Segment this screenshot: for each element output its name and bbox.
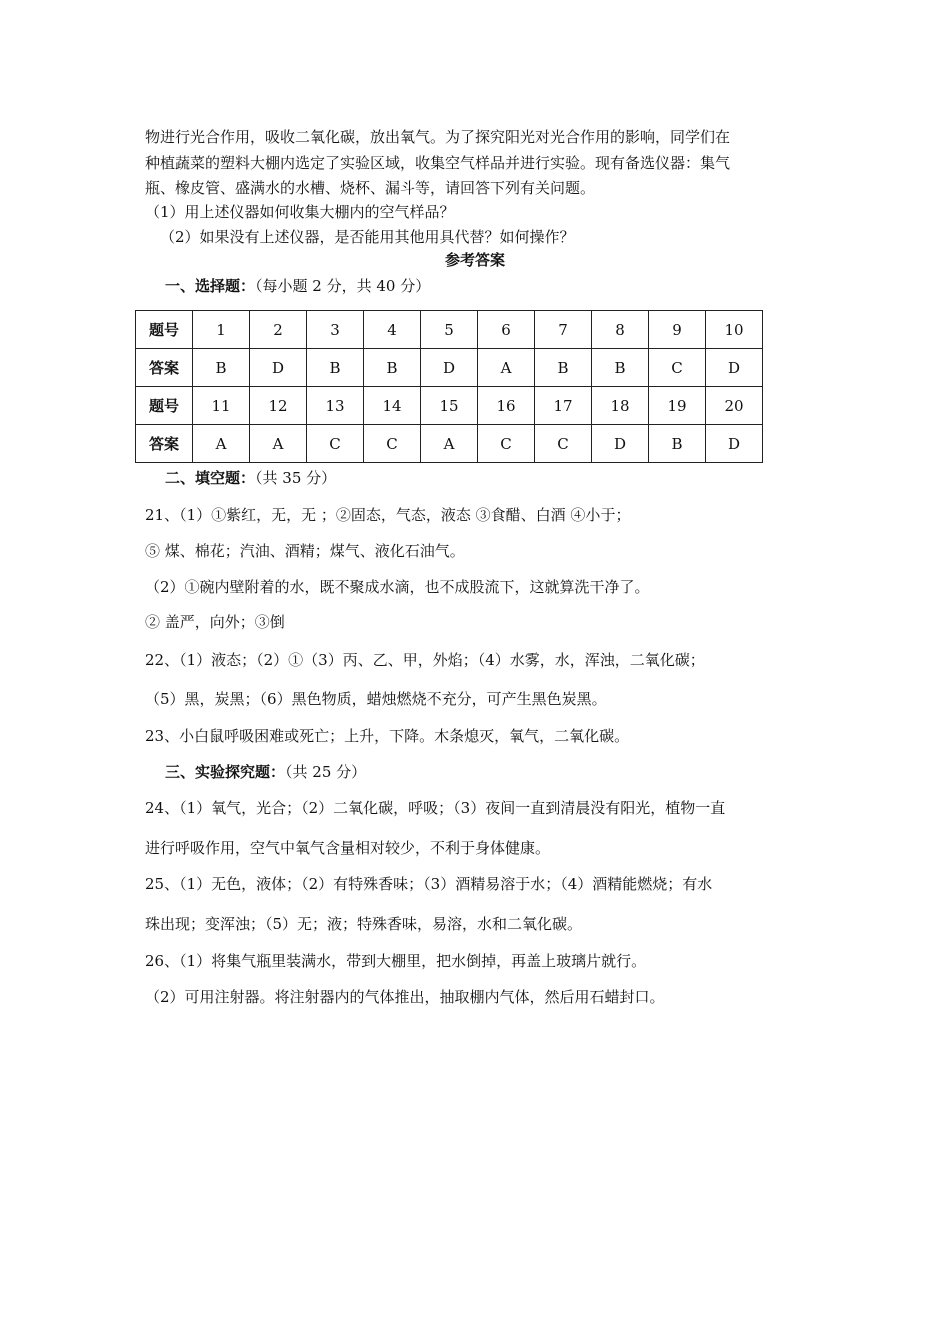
answer-title: 参考答案 (444, 251, 505, 269)
table-cell: B (193, 349, 250, 387)
q22-line-1: 22、（1）液态；（2）①（3）丙、乙、甲，外焰；（4）水雾，水，浑浊，二氧化碳； (145, 651, 705, 669)
q22-line-2: （5）黑，炭黑；（6）黑色物质，蜡烛燃烧不充分，可产生黑色炭黑。 (145, 690, 607, 708)
q23-line: 23、小白鼠呼吸困难或死亡；上升，下降。木条熄灭，氧气，二氧化碳。 (145, 727, 630, 745)
intro-question-1: （1）用上述仪器如何收集大棚内的空气样品？ (145, 203, 455, 221)
section-1-note: （每小题 2 分，共 40 分） (255, 277, 431, 295)
row-label: 题号 (136, 311, 193, 349)
section-2-note: （共 35 分） (255, 469, 337, 487)
table-row (136, 425, 763, 463)
table-cell: 17 (535, 387, 592, 425)
section-2-heading (165, 468, 336, 488)
table-row (136, 311, 763, 349)
table-cell: C (649, 349, 706, 387)
table-cell: 13 (307, 387, 364, 425)
table-cell: D (421, 349, 478, 387)
section-2-title: 二、填空题： (165, 469, 256, 487)
q25-line-1: 25、（1）无色，液体；（2）有特殊香味；（3）酒精易溶于水；（4）酒精能燃烧；有水 (145, 875, 713, 893)
table-cell: D (250, 349, 307, 387)
q21-line-3: （2）①碗内壁附着的水，既不聚成水滴，也不成股流下，这就算洗干净了。 (145, 578, 650, 596)
table-row (136, 349, 763, 387)
table-cell: C (307, 425, 364, 463)
table-cell: 7 (535, 311, 592, 349)
table-cell: B (649, 425, 706, 463)
table-cell: 5 (421, 311, 478, 349)
table-cell: D (706, 425, 763, 463)
q21-line-2: ⑤ 煤、棉花；汽油、酒精；煤气、液化石油气。 (145, 542, 465, 560)
table-cell: B (535, 349, 592, 387)
q26-line-1: 26、（1）将集气瓶里装满水，带到大棚里，把水倒掉，再盖上玻璃片就行。 (145, 952, 647, 970)
table-cell: D (706, 349, 763, 387)
table-cell: 20 (706, 387, 763, 425)
table-cell: D (592, 425, 649, 463)
row-label: 答案 (136, 349, 193, 387)
table-cell: 18 (592, 387, 649, 425)
q24-line-1: 24、（1）氧气，光合；（2）二氧化碳，呼吸；（3）夜间一直到清晨没有阳光，植物一直 (145, 799, 726, 817)
table-cell: 9 (649, 311, 706, 349)
q25-line-2: 珠出现；变浑浊；（5）无；液；特殊香味，易溶，水和二氧化碳。 (145, 915, 583, 933)
table-cell: C (364, 425, 421, 463)
row-label: 答案 (136, 425, 193, 463)
table-cell: 19 (649, 387, 706, 425)
table-cell: A (478, 349, 535, 387)
table-cell: C (478, 425, 535, 463)
table-cell: 11 (193, 387, 250, 425)
table-cell: 8 (592, 311, 649, 349)
table-cell: 6 (478, 311, 535, 349)
table-cell: 12 (250, 387, 307, 425)
q26-line-2: （2）可用注射器。将注射器内的气体推出，抽取棚内气体，然后用石蜡封口。 (145, 988, 665, 1006)
section-3-title: 三、实验探究题： (165, 763, 286, 781)
intro-line-2: 种植蔬菜的塑料大棚内选定了实验区域，收集空气样品并进行实验。现有备选仪器：集气 (145, 154, 731, 172)
table-cell: B (592, 349, 649, 387)
intro-line-3: 瓶、橡皮管、盛满水的水槽、烧杯、漏斗等，请回答下列有关问题。 (145, 179, 596, 197)
section-1-title: 一、选择题： (165, 277, 256, 295)
table-cell: 1 (193, 311, 250, 349)
table-cell: A (421, 425, 478, 463)
q24-line-2: 进行呼吸作用，空气中氧气含量相对较少，不利于身体健康。 (145, 839, 551, 857)
table-cell: 15 (421, 387, 478, 425)
row-label: 题号 (136, 387, 193, 425)
table-cell: 2 (250, 311, 307, 349)
table-cell: B (364, 349, 421, 387)
table-cell: B (307, 349, 364, 387)
table-cell: 3 (307, 311, 364, 349)
q21-line-1: 21、（1）①紫红，无，无 ；②固态，气态，液态 ③食醋、白酒 ④小于； (145, 506, 631, 524)
table-cell: A (250, 425, 307, 463)
table-cell: 4 (364, 311, 421, 349)
table-cell: 16 (478, 387, 535, 425)
table-cell: C (535, 425, 592, 463)
intro-line-1: 物进行光合作用，吸收二氧化碳，放出氧气。为了探究阳光对光合作用的影响，同学们在 (145, 128, 731, 146)
table-cell: 10 (706, 311, 763, 349)
section-1-heading (165, 276, 430, 296)
answer-table (135, 310, 763, 463)
table-cell: 14 (364, 387, 421, 425)
section-3-note: （共 25 分） (285, 763, 367, 781)
section-3-heading (165, 762, 366, 782)
table-cell: A (193, 425, 250, 463)
intro-question-2: （2）如果没有上述仪器，是否能用其他用具代替？如何操作？ (160, 228, 575, 246)
table-row (136, 387, 763, 425)
q21-line-4: ② 盖严，向外；③倒 (145, 613, 285, 631)
